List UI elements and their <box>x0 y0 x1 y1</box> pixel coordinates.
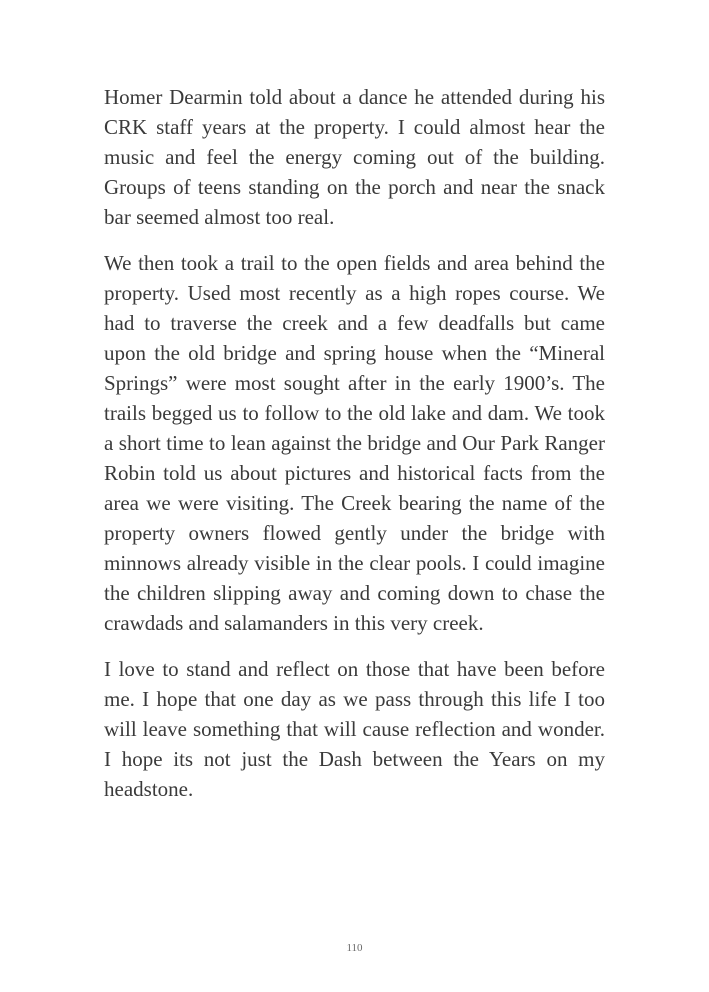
page-body <box>104 82 605 820</box>
paragraph-dance: Homer Dearmin told about a dance he attended during his CRK staff years at the property. I could almost hear the music and feel the energy coming out of the building. Groups of teens standing on the porch and near the snack bar seemed almost too real. <box>104 85 605 229</box>
paragraph-reflection: I love to stand and reflect on those that have been before me. I hope that one day as we pass through this life I too will leave something that will cause reflection and wonder. I hope its not just the Dash between the Years on my headstone. <box>104 657 605 801</box>
page-number: 110 <box>346 942 363 954</box>
paragraph-trail: We then took a trail to the open fields and area behind the property. Used most recently as a high ropes course. We had to traverse the creek and a few deadfalls but came upon the old bridge and spring house when the “Mineral Springs” were most sought after in the early 1900’s. The trails begged us to follow to the old lake and dam. We took a short time to lean against the bridge and Our Park Ranger Robin told us about pictures and historical facts from the area we were visiting. The Creek bearing the name of the property owners flowed gently under the bridge with minnows already visible in the clear pools. I could imagine the children slipping away and coming down to chase the crawdads and salamanders in this very creek. <box>104 251 605 635</box>
